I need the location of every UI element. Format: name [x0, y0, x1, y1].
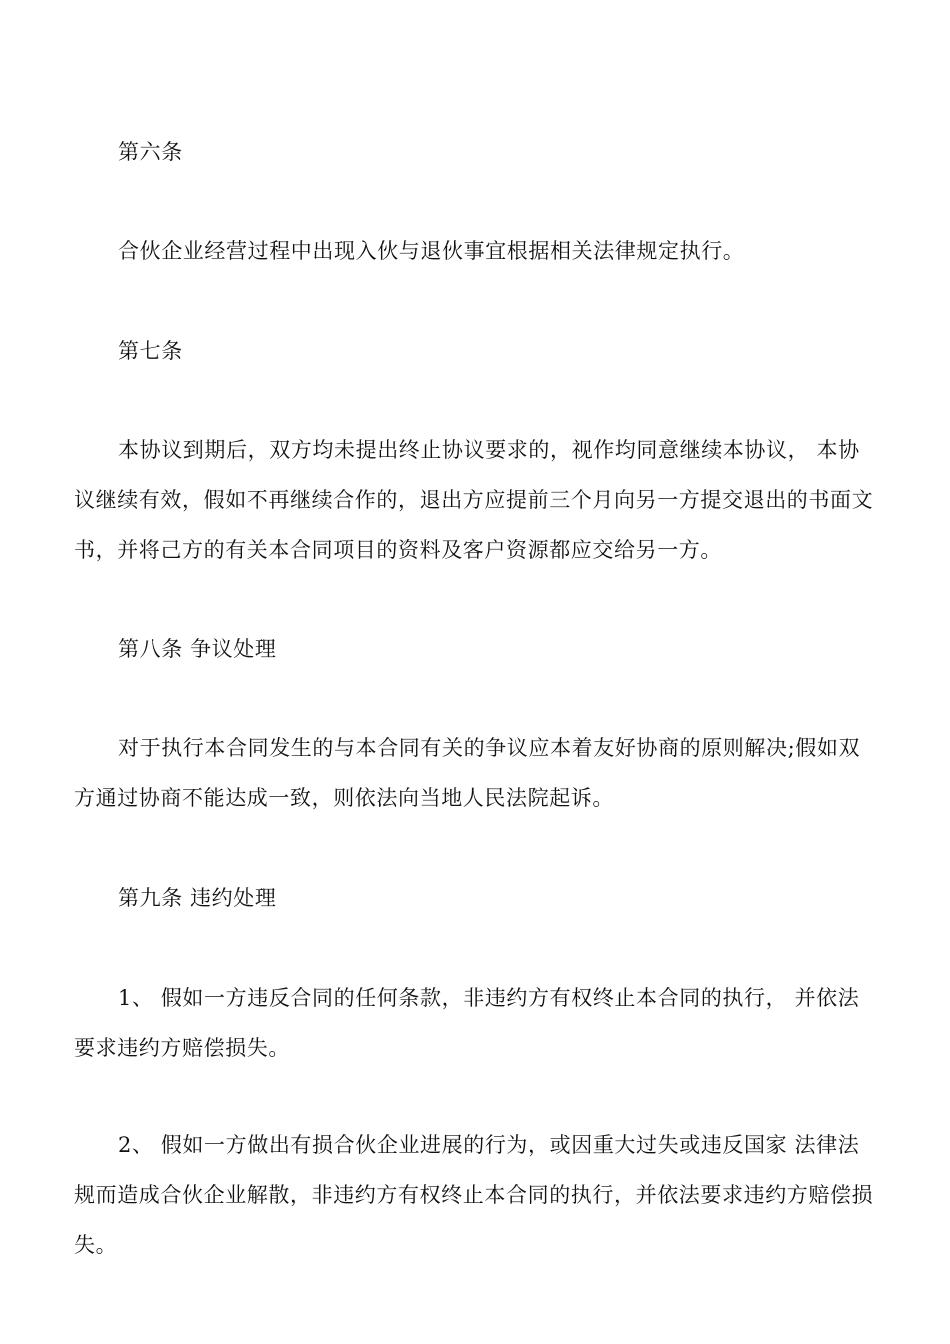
article-8-text: 对于执行本合同发生的与本合同有关的争议应本着友好协商的原则解决;假如双方通过协商不能达成一致，则依法向当地人民法院起诉。 [74, 736, 861, 810]
article-9-item-2: 2、 假如一方做出有损合伙企业进展的行为，或因重大过失或违反国家 法律法规而造成合伙企业解散，非违约方有权终止本合同的执行，并依法要求违约方赔偿损失。 [74, 1133, 874, 1257]
article-9-item-1: 1、 假如一方违反合同的任何条款，非违约方有权终止本合同的执行， 并依法要求违约方赔偿损失。 [74, 986, 860, 1060]
article-7-heading: 第七条 [118, 339, 183, 363]
article-6-text: 合伙企业经营过程中出现入伙与退伙事宜根据相关法律规定执行。 [118, 239, 745, 263]
article-8-heading: 第八条 争议处理 [118, 637, 277, 661]
article-7-text: 本协议到期后，双方均未提出终止协议要求的，视作均同意继续本协议， 本协议继续有效，假如不再继续合作的，退出方应提前三个月向另一方提交退出的书面文书，并将己方的有关本合同项目的资料及客户资源都应交给另一方。 [74, 438, 874, 562]
article-9-heading: 第九条 违约处理 [118, 886, 277, 910]
article-6-heading: 第六条 [118, 140, 183, 164]
